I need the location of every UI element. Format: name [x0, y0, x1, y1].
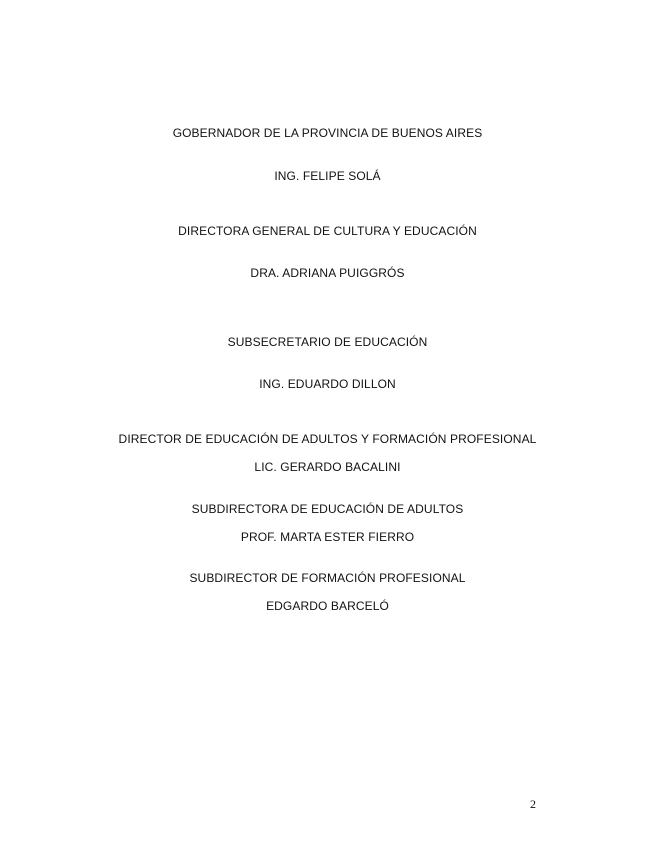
role-undersecretary: SUBSECRETARIO DE EDUCACIÓN — [227, 335, 428, 349]
role-governor: GOBERNADOR DE LA PROVINCIA DE BUENOS AIRES — [172, 126, 483, 140]
name-governor: ING. FELIPE SOLÁ — [274, 169, 381, 183]
role-subdirector-adult-education: SUBDIRECTORA DE EDUCACIÓN DE ADULTOS — [191, 502, 464, 516]
name-director-general: DRA. ADRIANA PUIGGRÓS — [250, 266, 405, 280]
page-number: 2 — [530, 797, 536, 811]
role-subdirector-professional-training: SUBDIRECTOR DE FORMACIÓN PROFESIONAL — [189, 571, 466, 585]
role-director-adult-education: DIRECTOR DE EDUCACIÓN DE ADULTOS Y FORMACIÓN PROFESIONAL — [118, 432, 537, 446]
name-undersecretary: ING. EDUARDO DILLON — [259, 377, 396, 391]
name-subdirector-adult-education: PROF. MARTA ESTER FIERRO — [240, 530, 415, 544]
role-director-general: DIRECTORA GENERAL DE CULTURA Y EDUCACIÓN — [178, 224, 477, 238]
name-director-adult-education: LIC. GERARDO BACALINI — [254, 460, 401, 474]
name-subdirector-professional-training: EDGARDO BARCELÓ — [266, 599, 389, 613]
